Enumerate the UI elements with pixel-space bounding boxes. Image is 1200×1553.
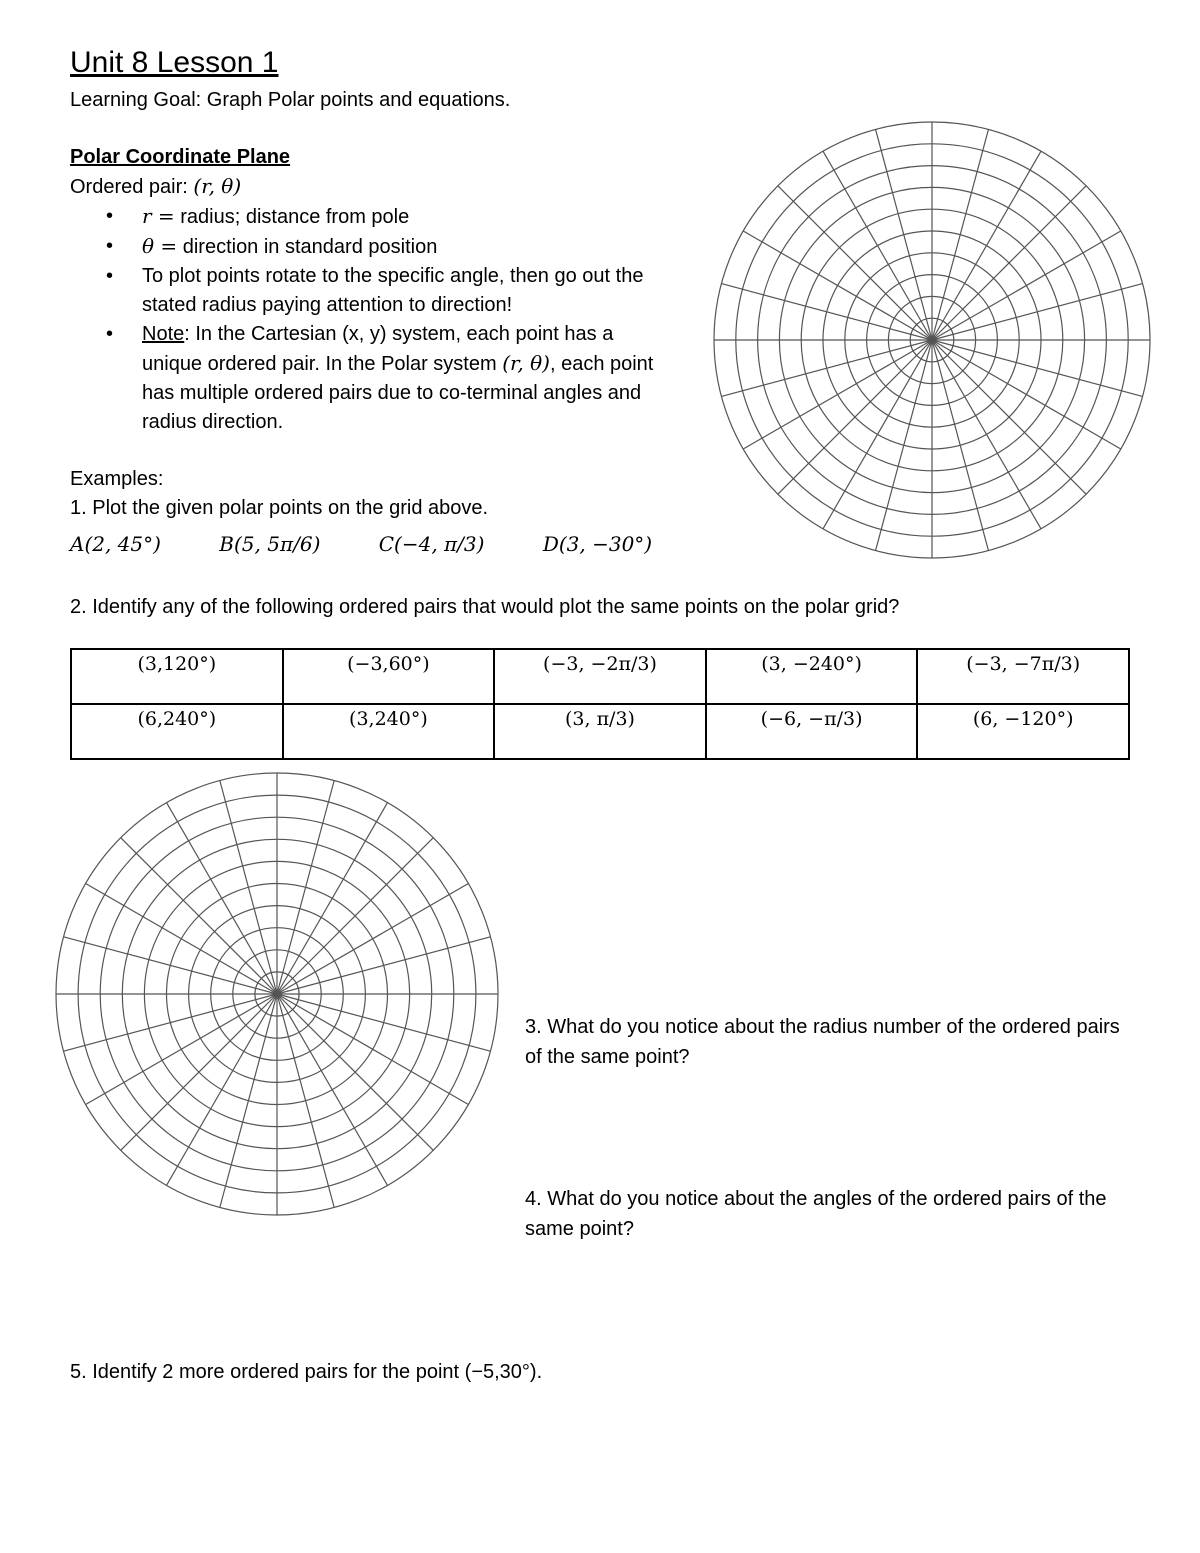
table-cell: (−3, −7π/3) — [917, 649, 1129, 704]
table-cell: (3, π/3) — [494, 704, 706, 759]
question-4: 4. What do you notice about the angles of the ordered pairs of the same point? — [525, 1188, 1107, 1240]
radius-symbol: r = — [142, 204, 175, 228]
table-cell: (6, −120°) — [917, 704, 1129, 759]
theta-symbol: θ = — [142, 234, 178, 258]
question-5: 5. Identify 2 more ordered pairs for the point (−5,30°). — [70, 1361, 543, 1383]
table-cell: (6,240°) — [71, 704, 283, 759]
table-cell: (3,120°) — [71, 649, 283, 704]
polar-grid-bottom[interactable] — [54, 771, 500, 1217]
question-3: 3. What do you notice about the radius number of the ordered pairs of the same point? — [525, 1016, 1120, 1068]
table-cell: (−3,60°) — [283, 649, 495, 704]
point-a: A(2, 45°) — [70, 532, 161, 556]
ordered-pair-line — [70, 172, 241, 202]
polar-spoke — [932, 340, 1041, 529]
question-1: 1. Plot the given polar points on the grid above. — [70, 497, 489, 519]
note-math: (r, θ) — [502, 351, 550, 375]
polar-spoke — [932, 284, 1143, 340]
table-cell: (3, −240°) — [706, 649, 918, 704]
polar-spoke — [167, 994, 278, 1185]
bullet-plotting — [106, 262, 666, 320]
polar-spoke — [64, 994, 277, 1051]
ordered-pair-label: Ordered pair: — [70, 176, 188, 198]
polar-spoke — [743, 231, 932, 340]
plotting-text: To plot points rotate to the specific angle, then go out the stated radius paying attention to direction! — [142, 265, 644, 316]
polar-spoke — [932, 340, 1143, 396]
polar-spoke — [721, 340, 932, 396]
note-text-2: , each point has multiple ordered pairs due to co-terminal angles and radius direction. — [142, 353, 654, 433]
polar-spoke — [277, 994, 388, 1185]
radius-text: radius; distance from pole — [174, 206, 410, 228]
note-label: Note — [142, 323, 185, 345]
polar-spoke — [823, 151, 932, 340]
polar-spoke — [277, 884, 468, 995]
polar-spoke — [721, 284, 932, 340]
examples-label: Examples: — [70, 468, 164, 490]
ordered-pair-math: (r, θ) — [193, 174, 242, 198]
polar-spoke — [932, 129, 988, 340]
learning-goal: Learning Goal: Graph Polar points and equations. — [70, 89, 511, 111]
table-cell: (−6, −π/3) — [706, 704, 918, 759]
polar-spoke — [220, 781, 277, 994]
polar-spoke — [277, 781, 334, 994]
polar-spoke — [932, 231, 1121, 340]
bullet-note — [106, 320, 666, 437]
polar-spoke — [743, 340, 932, 449]
table-cell: (3,240°) — [283, 704, 495, 759]
point-b: B(5, 5π/6) — [219, 532, 321, 556]
ordered-pairs-table — [70, 648, 1130, 760]
polar-spoke — [277, 994, 334, 1207]
example-points — [70, 530, 704, 559]
polar-spoke — [277, 994, 468, 1105]
question-2: 2. Identify any of the following ordered pairs that would plot the same points on the polar grid? — [70, 596, 900, 618]
note-text-1: : In the Cartesian (x, y) system, each point has a unique ordered pair. In the Polar system — [142, 323, 614, 375]
section-heading: Polar Coordinate Plane — [70, 146, 291, 168]
direction-text: direction in standard position — [177, 236, 438, 258]
polar-spoke — [932, 340, 1121, 449]
page-title: Unit 8 Lesson 1 — [70, 46, 279, 79]
polar-spoke — [932, 151, 1041, 340]
polar-spoke — [876, 340, 932, 551]
bullet-radius — [106, 202, 666, 232]
polar-spoke — [823, 340, 932, 529]
polar-spoke — [876, 129, 932, 340]
definition-list — [106, 202, 666, 437]
polar-spoke — [86, 994, 277, 1105]
bullet-direction — [106, 232, 666, 262]
polar-spoke — [167, 803, 278, 994]
point-d: D(3, −30°) — [542, 532, 653, 556]
table-row — [71, 704, 1129, 759]
polar-spoke — [932, 340, 988, 551]
table-cell: (−3, −2π/3) — [494, 649, 706, 704]
polar-spoke — [277, 803, 388, 994]
table-row — [71, 649, 1129, 704]
polar-spoke — [277, 937, 490, 994]
polar-grid-top[interactable] — [712, 120, 1152, 560]
polar-spoke — [277, 994, 490, 1051]
point-c: C(−4, π/3) — [378, 532, 485, 556]
polar-spoke — [220, 994, 277, 1207]
polar-spoke — [64, 937, 277, 994]
polar-spoke — [86, 884, 277, 995]
